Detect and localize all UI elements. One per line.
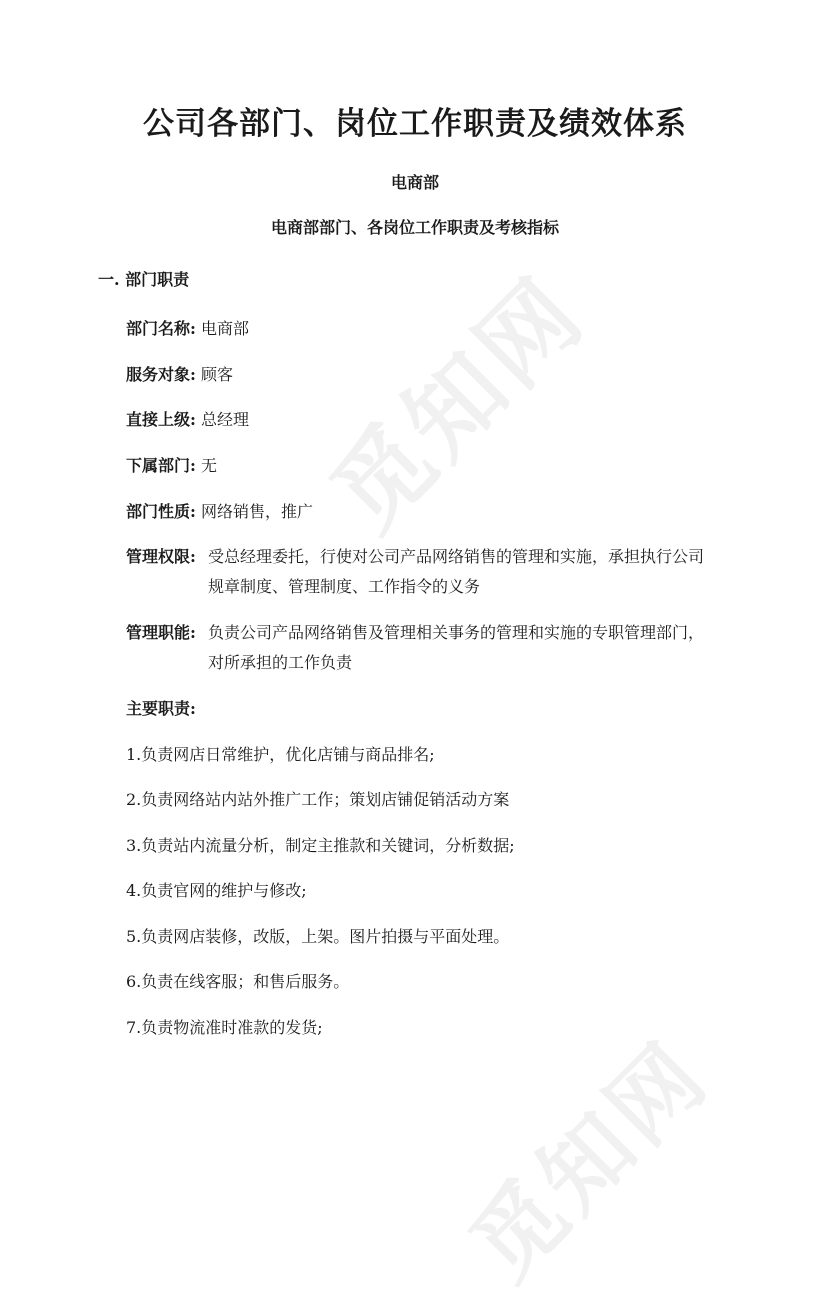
- field-label: 服务对象:: [126, 365, 196, 384]
- field-label: 部门名称:: [126, 319, 196, 338]
- field-value: 网络销售，推广: [201, 502, 314, 521]
- field-department-nature: [126, 497, 313, 527]
- field-label: 管理权限:: [126, 547, 196, 566]
- field-direct-superior: [126, 405, 249, 435]
- watermark: 觅知网: [451, 1022, 729, 1300]
- document-heading: 电商部部门、各岗位工作职责及考核指标: [270, 218, 559, 237]
- duties-label: 主要职责:: [126, 699, 196, 718]
- field-value: 顾客: [201, 365, 234, 384]
- section-heading: 一. 部门职责: [98, 270, 190, 289]
- duties-heading: [126, 694, 196, 724]
- document-title: 公司各部门、岗位工作职责及绩效体系: [143, 106, 687, 142]
- duty-item: 4.负责官网的维护与修改;: [126, 881, 307, 900]
- department-name: 电商部: [390, 173, 439, 192]
- duty-item: 6.负责在线客服；和售后服务。: [126, 972, 350, 991]
- duty-item: 1.负责网店日常维护，优化店铺与商品排名;: [126, 745, 435, 764]
- duty-item: 2.负责网络站内站外推广工作；策划店铺促销活动方案: [126, 790, 510, 809]
- field-label: 直接上级:: [126, 410, 196, 429]
- field-label: 下属部门:: [126, 456, 196, 475]
- watermark: 觅知网: [310, 256, 607, 552]
- duty-item: 7.负责物流准时准款的发货;: [126, 1018, 323, 1037]
- field-value: 受总经理委托，行使对公司产品网络销售的管理和实施，承担执行公司规章制度、管理制度、工作指令的义务: [208, 547, 705, 596]
- field-service-target: [126, 360, 233, 390]
- field-value: 负责公司产品网络销售及管理相关事务的管理和实施的专职管理部门，对所承担的工作负责: [208, 623, 705, 672]
- field-value: 电商部: [201, 319, 250, 338]
- field-label: 部门性质:: [126, 502, 196, 521]
- field-management-authority: [126, 542, 706, 602]
- field-management-function: [126, 618, 706, 678]
- field-subordinate-departments: [126, 451, 217, 481]
- duty-item: 3.负责站内流量分析，制定主推款和关键词，分析数据;: [126, 836, 515, 855]
- field-value: 无: [201, 456, 218, 475]
- field-value: 总经理: [201, 410, 250, 429]
- field-department-name: [126, 314, 249, 344]
- field-label: 管理职能:: [126, 623, 196, 642]
- duty-item: 5.负责网店装修，改版，上架。图片拍摄与平面处理。: [126, 927, 510, 946]
